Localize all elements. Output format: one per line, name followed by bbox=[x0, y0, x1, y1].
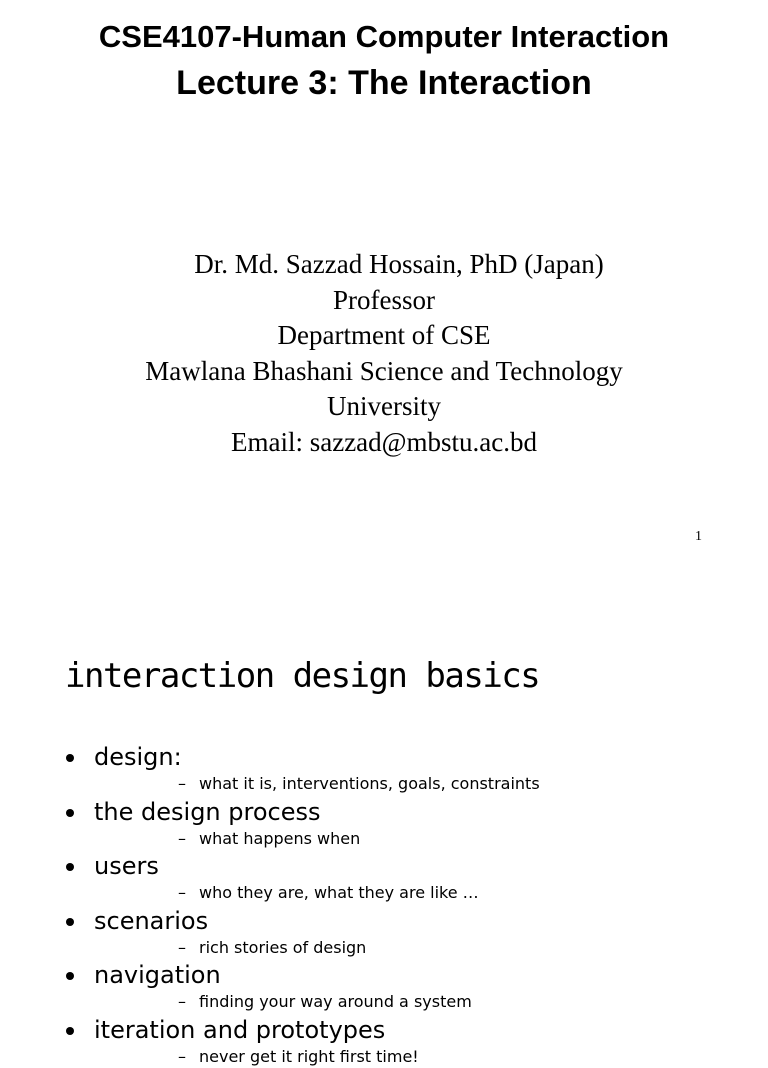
sub-bullet-label: never get it right first time! bbox=[199, 1046, 419, 1066]
bullet-dot-icon bbox=[66, 918, 74, 926]
sub-bullet-dash: – bbox=[178, 883, 186, 903]
sub-bullet-dash: – bbox=[178, 774, 186, 793]
author-department: Department of CSE bbox=[277, 320, 491, 350]
bullet-label: design: bbox=[94, 743, 182, 771]
bullet-label: the design process bbox=[94, 797, 321, 826]
bullet-dot-icon bbox=[66, 1027, 74, 1035]
author-university-line1: Mawlana Bhashani Science and Technology bbox=[145, 355, 623, 386]
page-number: 1 bbox=[695, 529, 702, 544]
list-item bbox=[0, 958, 768, 1013]
list-item bbox=[0, 849, 768, 904]
course-title: CSE4107-Human Computer Interaction bbox=[98, 19, 670, 54]
bullet-dot-icon bbox=[66, 863, 74, 871]
author-info bbox=[0, 247, 768, 460]
author-name: Dr. Md. Sazzad Hossain, PhD (Japan) bbox=[194, 249, 604, 279]
sub-bullet-label: what happens when bbox=[199, 828, 361, 848]
list-item bbox=[0, 904, 768, 959]
lecture-title: Lecture 3: The Interaction bbox=[176, 64, 592, 102]
sub-bullet-label: who they are, what they are like … bbox=[199, 883, 479, 903]
author-position: Professor bbox=[333, 284, 435, 315]
sub-bullet-dash: – bbox=[178, 937, 186, 957]
bullet-label: iteration and prototypes bbox=[94, 1015, 386, 1044]
sub-bullet-label: rich stories of design bbox=[199, 937, 367, 957]
bullet-label: navigation bbox=[94, 961, 221, 990]
author-email: Email: sazzad@mbstu.ac.bd bbox=[230, 426, 538, 457]
slide-design-basics bbox=[0, 570, 768, 1066]
author-university-line2: University bbox=[327, 391, 441, 421]
bullet-label: users bbox=[94, 852, 159, 881]
list-item bbox=[0, 1013, 768, 1068]
sub-bullet-dash: – bbox=[178, 1046, 186, 1066]
slide-title: interaction design basics bbox=[65, 656, 540, 696]
list-item bbox=[0, 795, 768, 850]
bullet-dot-icon bbox=[66, 754, 74, 762]
bullet-dot-icon bbox=[66, 972, 74, 980]
sub-bullet-label: what it is, interventions, goals, constraints bbox=[199, 774, 540, 793]
sub-bullet-dash: – bbox=[178, 992, 186, 1012]
list-item bbox=[0, 740, 768, 795]
bullet-dot-icon bbox=[66, 809, 74, 817]
bullet-label: scenarios bbox=[94, 906, 209, 935]
sub-bullet-label: finding your way around a system bbox=[199, 992, 472, 1012]
sub-bullet-dash: – bbox=[178, 828, 186, 848]
bullet-list bbox=[0, 740, 768, 1068]
